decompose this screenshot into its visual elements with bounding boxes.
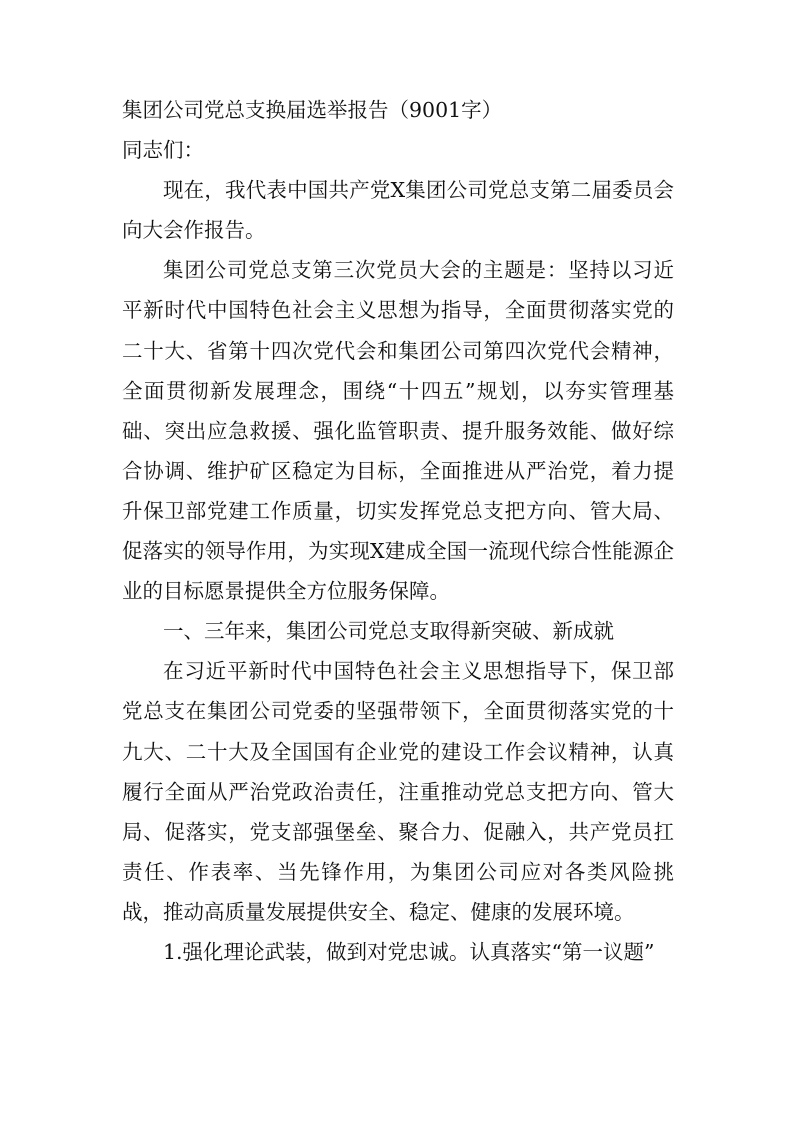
paragraph-theory: 1.强化理论武装，做到对党忠诚。认真落实“第一议题” [163,939,655,964]
document-body [122,90,674,972]
salutation: 同志们： [122,138,204,163]
paragraph-achievements: 在习近平新时代中国特色社会主义思想指导下，保卫部党总支在集团公司党委的坚强带领下，全面贯彻落实党的十九大、二十大及全国国有企业党的建设工作会议精神，认真履行全面从严治党政治责任，注重推动党总支把方向、管大局、促落实，党支部强堡垒、聚合力、促融入，共产党员扛责任、作表率、当先锋作用，为集团公司应对各类风险挑战，推动高质量发展提供安全、稳定、健康的发展环境。 [122,659,674,924]
paragraph-opening: 现在，我代表中国共产党X集团公司党总支第二届委员会向大会作报告。 [122,178,674,243]
document-title: 集团公司党总支换届选举报告（9001字） [122,98,503,122]
paragraph-theme: 集团公司党总支第三次党员大会的主题是：坚持以习近平新时代中国特色社会主义思想为指导，全面贯彻落实党的二十大、省第十四次党代会和集团公司第四次党代会精神，全面贯彻新发展理念，围绕“十四五”规划，以夯实管理基础、突出应急救援、强化监管职责、提升服务效能、做好综合协调、维护矿区稳定为目标，全面推进从严治党，着力提升保卫部党建工作质量，切实发挥党总支把方向、管大局、促落实的领导作用，为实现X建成全国一流现代综合性能源企业的目标愿景提供全方位服务保障。 [122,258,674,604]
section-heading-one: 一、三年来，集团公司党总支取得新突破、新成就 [163,619,614,644]
